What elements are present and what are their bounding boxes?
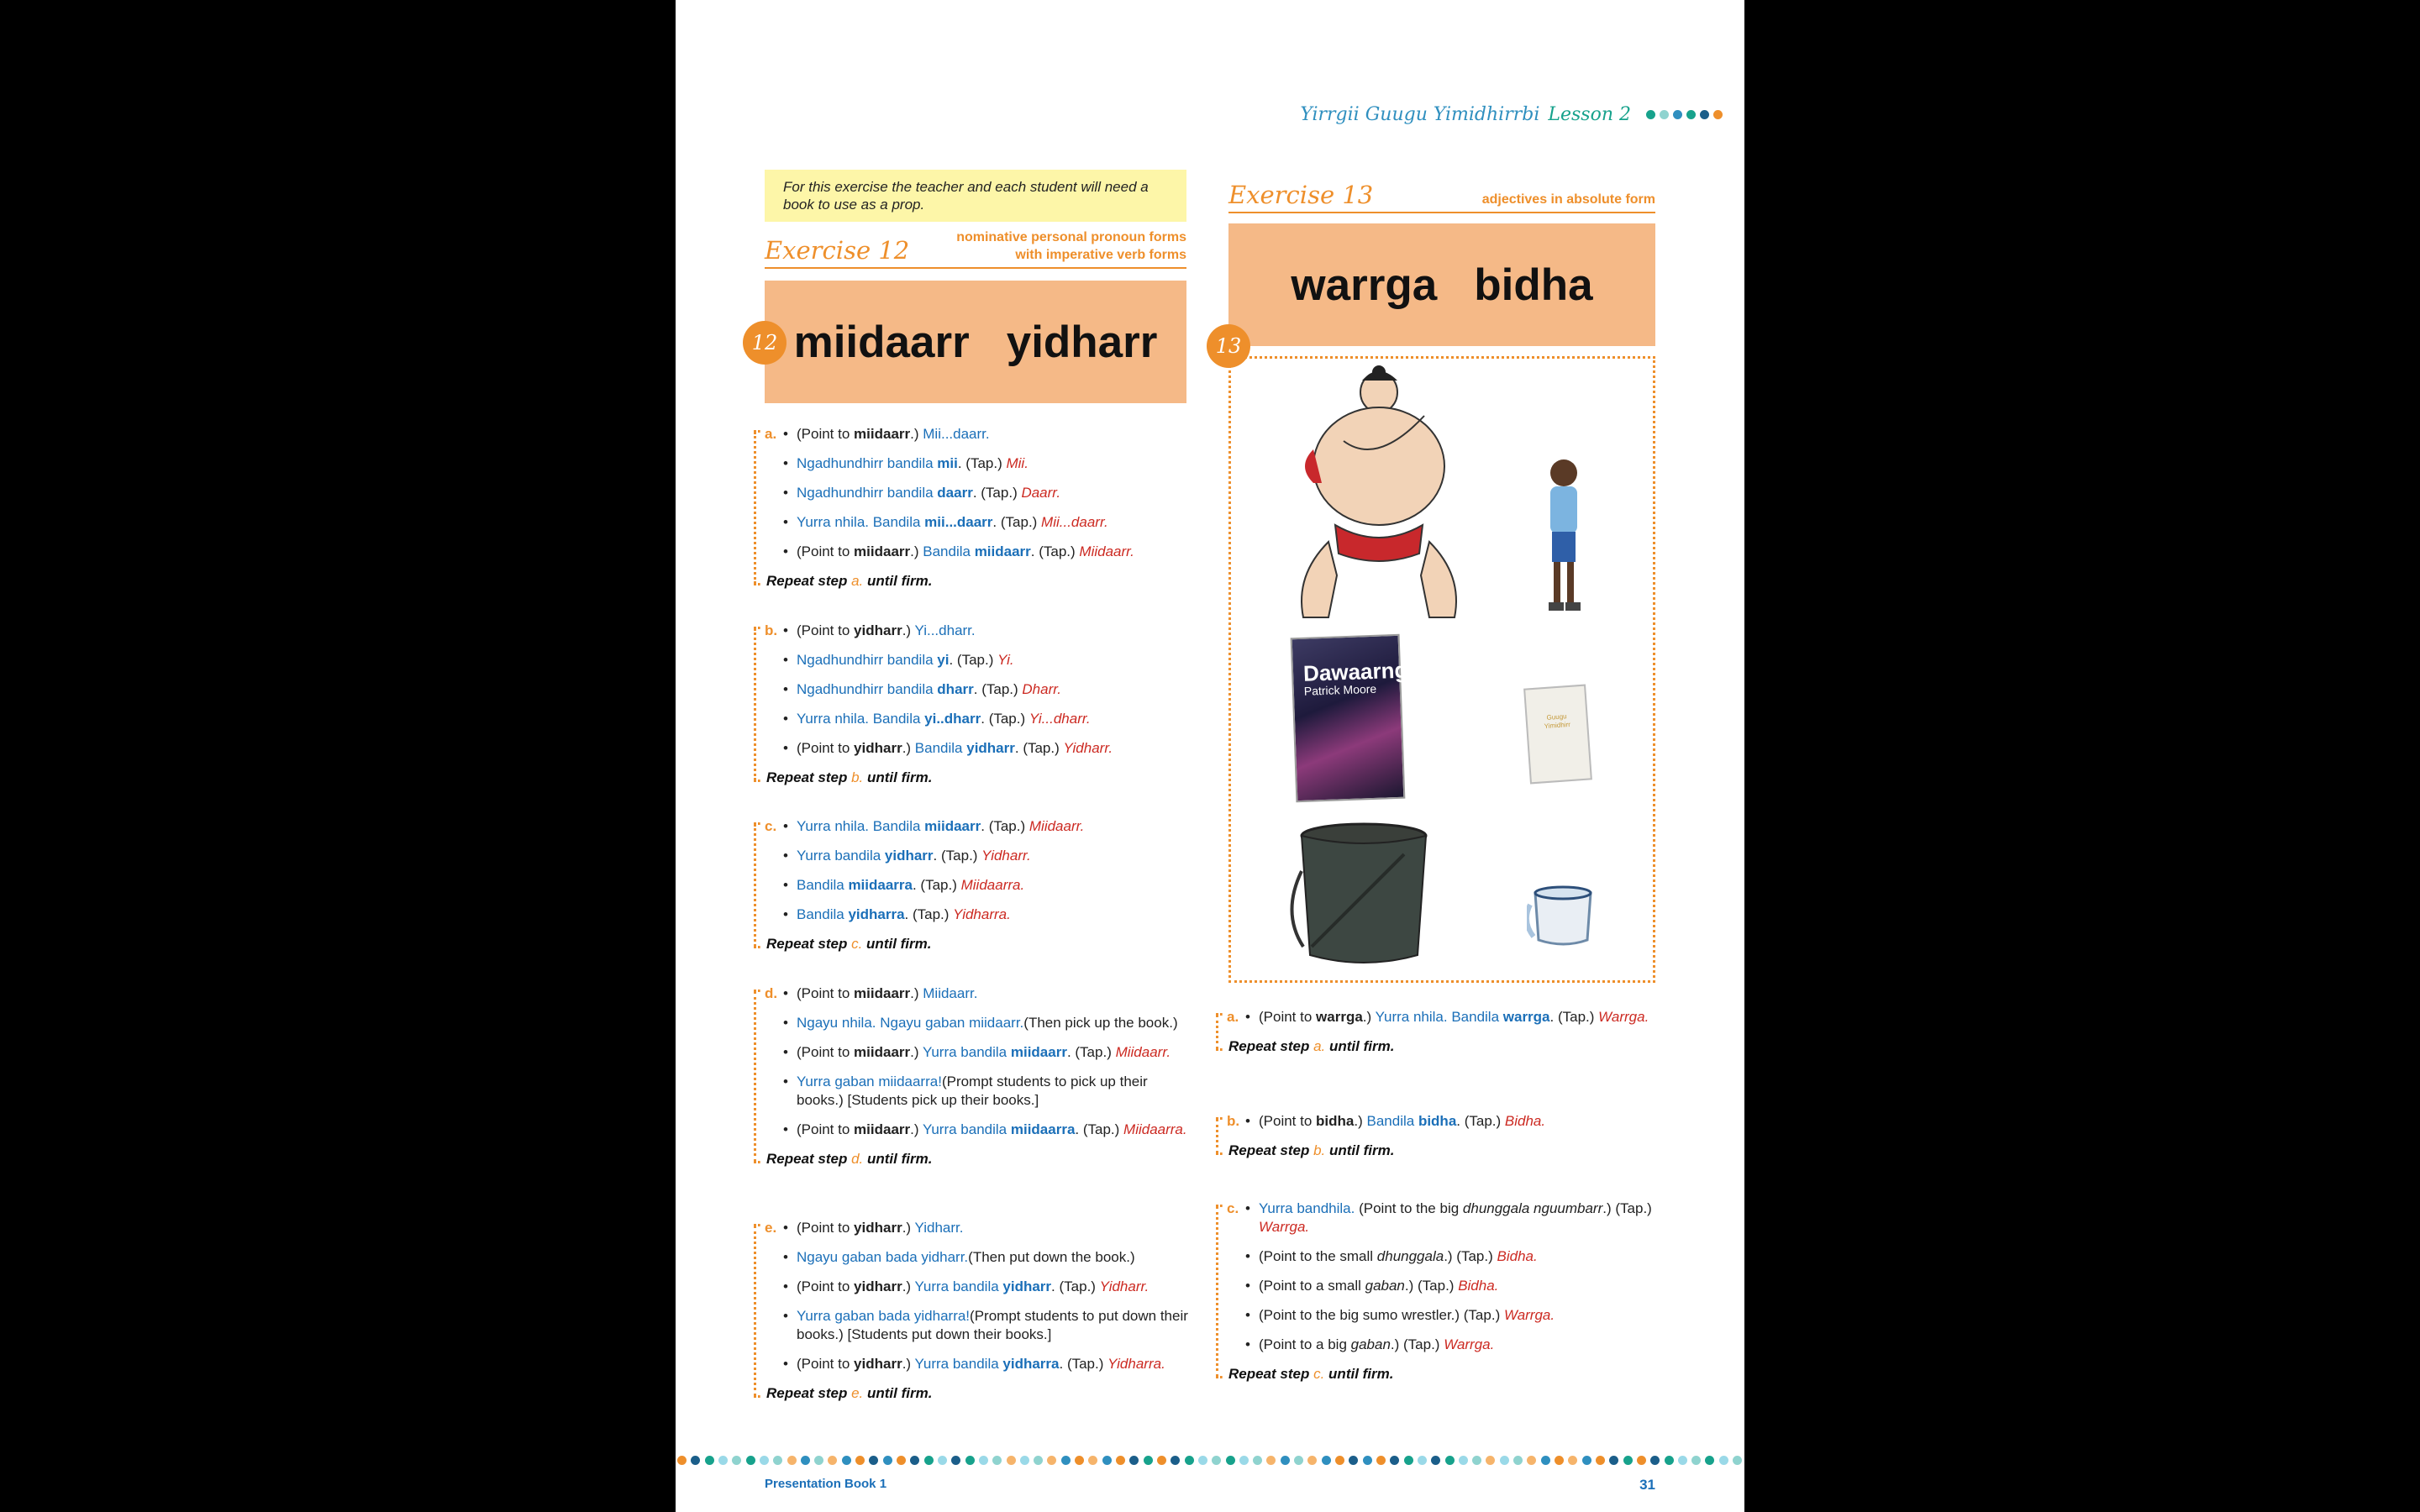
step-item xyxy=(765,1355,1190,1373)
step-text: Yurra bandila xyxy=(922,1044,1011,1060)
page-number: 31 xyxy=(1639,1477,1655,1493)
step-text: . (Tap.) xyxy=(1059,1356,1108,1372)
step-text: Miidaarr. xyxy=(1115,1044,1171,1060)
step-item xyxy=(765,876,1190,895)
step-text: dhunggala xyxy=(1376,1248,1444,1264)
step-text: (Prompt students to pick up their books.) [Students pick up their books.] xyxy=(797,1074,1148,1108)
repeat-text: until firm. xyxy=(1324,1366,1394,1382)
step-text: mii...daarr xyxy=(924,514,993,530)
step-bracket xyxy=(1216,1119,1218,1153)
step-text: .) xyxy=(1354,1113,1367,1129)
step-text: Ngadhundhirr bandila xyxy=(797,485,938,501)
step-text: Ngadhundhirr bandila xyxy=(797,681,938,697)
exercise-12-label: Exercise 12 xyxy=(765,236,910,265)
step-d xyxy=(765,984,1190,1168)
step-text: .) xyxy=(902,1220,915,1236)
step-text: dhunggala nguumbarr xyxy=(1462,1200,1603,1216)
repeat-text: until firm. xyxy=(863,573,933,589)
step-c xyxy=(765,817,1190,953)
step-text: yidharr xyxy=(854,1278,902,1294)
step-item xyxy=(765,1278,1190,1296)
step-text: Yurra bandila xyxy=(914,1356,1003,1372)
big-bucket-image xyxy=(1286,821,1438,970)
header-dots xyxy=(1646,110,1723,119)
step-item xyxy=(1227,1112,1655,1131)
step-bracket xyxy=(1216,1015,1218,1049)
repeat-step-line xyxy=(766,1150,1190,1168)
step-text: Mii...daarr. xyxy=(1041,514,1108,530)
exercise-13-word-1: warrga xyxy=(1291,260,1438,310)
exercise-12-word-box xyxy=(765,281,1186,403)
exercise-13-word-box xyxy=(1228,223,1655,346)
step-text: daarr xyxy=(937,485,973,501)
footer-book-title: Presentation Book 1 xyxy=(765,1477,887,1491)
step-item xyxy=(765,622,1190,640)
step-text: (Point to xyxy=(797,740,855,756)
step-item xyxy=(765,543,1190,561)
step-letter: b. xyxy=(1227,1113,1240,1129)
step-letter: a. xyxy=(765,426,777,442)
step-text: warrga xyxy=(1502,1009,1550,1025)
repeat-step-line xyxy=(766,572,1190,591)
repeat-step-line xyxy=(766,935,1190,953)
header-lesson: Lesson 2 xyxy=(1548,104,1631,125)
step-text: (Point to the small xyxy=(1259,1248,1377,1264)
step-text: bidha xyxy=(1316,1113,1355,1129)
step-text: Dharr. xyxy=(1022,681,1061,697)
step-bracket xyxy=(754,628,756,780)
step-item xyxy=(765,1219,1190,1237)
repeat-text: until firm. xyxy=(863,1385,933,1401)
repeat-text: Repeat step xyxy=(1228,1366,1314,1382)
step-text: Bandila xyxy=(797,877,849,893)
step-text: Miidaarra. xyxy=(1123,1121,1187,1137)
step-text: Yurra nhila. Bandila xyxy=(797,711,925,727)
step-item xyxy=(765,454,1190,473)
repeat-letter: b. xyxy=(1313,1142,1326,1158)
step-letter: a. xyxy=(1227,1009,1239,1025)
boy-image xyxy=(1534,454,1592,622)
exercise-12-badge: 12 xyxy=(743,321,786,365)
step-text: miidaarr xyxy=(924,818,981,834)
step-text: Yi...dharr. xyxy=(914,622,976,638)
step-text: miidaarr xyxy=(854,1044,911,1060)
step-text: Ngadhundhirr bandila xyxy=(797,455,938,471)
step-text: Warrga. xyxy=(1503,1307,1555,1323)
step-letter: d. xyxy=(765,985,778,1001)
repeat-text: Repeat step xyxy=(766,936,852,952)
step-text: miidaarra xyxy=(1010,1121,1076,1137)
repeat-text: Repeat step xyxy=(766,1151,852,1167)
step-text: (Point to xyxy=(797,426,855,442)
small-book-text: Guugu Yimidhirr xyxy=(1544,712,1571,731)
repeat-text: Repeat step xyxy=(1228,1038,1314,1054)
step-text: Yidharr. xyxy=(1099,1278,1150,1294)
repeat-text: until firm. xyxy=(862,936,932,952)
step-item xyxy=(765,739,1190,758)
step-item xyxy=(1227,1306,1655,1325)
step-text: Yidharra. xyxy=(1107,1356,1165,1372)
step-text: yidharr xyxy=(854,1220,902,1236)
step-text: yidharra xyxy=(1002,1356,1060,1372)
step-text: gaban xyxy=(1365,1278,1405,1294)
step-text: miidaarr xyxy=(974,543,1031,559)
step-item xyxy=(765,1248,1190,1267)
step-text: Yurra nhila. Bandila xyxy=(1375,1009,1503,1025)
exercise-13-subtitle: adjectives in absolute form xyxy=(1481,192,1655,207)
step-text: .) xyxy=(910,985,923,1001)
step-text: (Point to xyxy=(797,1356,855,1372)
step-text: (Point to the big sumo wrestler.) (Tap.) xyxy=(1259,1307,1504,1323)
repeat-step-line xyxy=(1228,1037,1655,1056)
repeat-step-line xyxy=(766,1384,1190,1403)
step-text: Yurra bandila xyxy=(797,848,885,864)
repeat-text: Repeat step xyxy=(766,769,852,785)
step-text: .) xyxy=(910,543,923,559)
step-text: . (Tap.) xyxy=(1030,543,1080,559)
step-text: Bandila xyxy=(923,543,975,559)
step-a xyxy=(1227,1008,1655,1056)
step-text: yidharr xyxy=(854,622,902,638)
repeat-letter: d. xyxy=(851,1151,864,1167)
step-text: miidaarr xyxy=(1010,1044,1067,1060)
step-text: . (Tap.) xyxy=(949,652,998,668)
step-text: .) xyxy=(1362,1009,1376,1025)
big-book-author: Patrick Moore xyxy=(1303,681,1377,698)
sumo-wrestler-image xyxy=(1285,365,1470,627)
repeat-text: until firm. xyxy=(863,1151,933,1167)
step-text: yidharr xyxy=(854,740,902,756)
step-text: (Point to the big xyxy=(1355,1200,1463,1216)
step-text: (Point to a small xyxy=(1259,1278,1365,1294)
step-text: Yidharr. xyxy=(914,1220,964,1236)
step-text: miidaarr xyxy=(854,426,911,442)
step-text: . (Tap.) xyxy=(981,711,1029,727)
step-text: yi xyxy=(937,652,950,668)
step-text: Bandila xyxy=(1366,1113,1418,1129)
repeat-letter: c. xyxy=(1313,1366,1325,1382)
step-text: Yi. xyxy=(997,652,1014,668)
step-text: (Point to xyxy=(797,543,855,559)
step-text: . (Tap.) xyxy=(1075,1121,1124,1137)
step-text: (Prompt students to put down their books.) [Students put down their books.] xyxy=(797,1308,1188,1342)
step-a xyxy=(765,425,1190,591)
step-text: Bandila xyxy=(797,906,849,922)
step-item xyxy=(765,1043,1190,1062)
step-text: miidaarra xyxy=(848,877,913,893)
step-text: . (Tap.) xyxy=(1066,1044,1116,1060)
step-text: Yurra gaban miidaarra! xyxy=(797,1074,942,1089)
exercise-12-subtitle-line-2: with imperative verb forms xyxy=(1015,248,1186,262)
repeat-text: Repeat step xyxy=(766,1385,852,1401)
exercise-13-picture-panel xyxy=(1228,356,1655,983)
step-item xyxy=(1227,1008,1655,1026)
small-book-image xyxy=(1523,685,1592,785)
step-item xyxy=(765,906,1190,924)
step-bracket xyxy=(754,991,756,1162)
step-text: Daarr. xyxy=(1021,485,1061,501)
step-text: (Then pick up the book.) xyxy=(1023,1015,1178,1031)
step-e xyxy=(765,1219,1190,1403)
step-text: . (Tap.) xyxy=(1014,740,1064,756)
step-text: Yi...dharr. xyxy=(1028,711,1091,727)
step-text: (Point to xyxy=(797,1220,855,1236)
step-text: miidaarr xyxy=(854,543,911,559)
step-b xyxy=(765,622,1190,787)
step-text: gaban xyxy=(1350,1336,1391,1352)
step-text: .) xyxy=(902,1278,915,1294)
repeat-text: until firm. xyxy=(1325,1142,1395,1158)
step-item xyxy=(1227,1247,1655,1266)
step-letter: e. xyxy=(765,1220,777,1236)
step-text: Yidharra. xyxy=(953,906,1011,922)
step-text: (Point to a big xyxy=(1259,1336,1351,1352)
step-item xyxy=(765,1014,1190,1032)
exercise-12-word-1: miidaarr xyxy=(793,317,970,367)
step-item xyxy=(765,513,1190,532)
step-item xyxy=(765,425,1190,444)
step-text: (Point to xyxy=(1259,1113,1317,1129)
exercise-12-heading xyxy=(765,225,1186,269)
step-text: . (Tap.) xyxy=(1549,1009,1599,1025)
step-text: Bandila xyxy=(914,740,967,756)
exercise-13-heading xyxy=(1228,173,1655,213)
step-item xyxy=(765,680,1190,699)
step-text: Miidaarr. xyxy=(1079,543,1134,559)
step-text: Ngayu nhila. Ngayu gaban miidaarr. xyxy=(797,1015,1024,1031)
step-text: bidha xyxy=(1418,1113,1457,1129)
step-text: yidharr xyxy=(884,848,934,864)
step-text: Warrga. xyxy=(1259,1219,1310,1235)
step-text: .) (Tap.) xyxy=(1404,1278,1459,1294)
step-text: Bidha. xyxy=(1504,1113,1546,1129)
step-bracket xyxy=(754,1226,756,1396)
step-item xyxy=(765,1121,1190,1139)
step-text: . (Tap.) xyxy=(957,455,1007,471)
repeat-text: until firm. xyxy=(863,769,933,785)
step-text: dharr xyxy=(937,681,974,697)
step-text: . (Tap.) xyxy=(981,818,1029,834)
step-text: . (Tap.) xyxy=(1051,1278,1100,1294)
teacher-note: For this exercise the teacher and each student will need a book to use as a prop. xyxy=(765,170,1186,222)
repeat-text: until firm. xyxy=(1325,1038,1395,1054)
step-text: miidaarr xyxy=(854,985,911,1001)
step-item xyxy=(1227,1277,1655,1295)
step-item xyxy=(765,1073,1190,1110)
exercise-13-badge: 13 xyxy=(1207,324,1250,368)
step-text: Warrga. xyxy=(1444,1336,1495,1352)
step-text: (Point to xyxy=(797,1121,855,1137)
step-text: Bidha. xyxy=(1458,1278,1499,1294)
repeat-letter: a. xyxy=(851,573,864,589)
small-mug-image xyxy=(1527,885,1599,948)
step-text: Yurra nhila. Bandila xyxy=(797,818,925,834)
big-book-title: Dawaarngay xyxy=(1302,656,1433,686)
repeat-text: Repeat step xyxy=(1228,1142,1314,1158)
step-item xyxy=(765,984,1190,1003)
step-text: Ngadhundhirr bandila xyxy=(797,652,938,668)
step-letter: b. xyxy=(765,622,778,638)
repeat-step-line xyxy=(1228,1142,1655,1160)
step-text: (Point to xyxy=(797,1044,855,1060)
step-text: .) xyxy=(910,426,923,442)
step-text: Yurra bandila xyxy=(914,1278,1003,1294)
step-letter: c. xyxy=(765,818,777,834)
exercise-12-word-2: yidharr xyxy=(1006,317,1158,367)
step-text: Warrga. xyxy=(1598,1009,1649,1025)
step-item xyxy=(765,710,1190,728)
lesson-page xyxy=(676,0,1744,1512)
step-item xyxy=(1227,1200,1655,1236)
step-c xyxy=(1227,1200,1655,1383)
step-text: . (Tap.) xyxy=(973,681,1023,697)
repeat-letter: e. xyxy=(851,1385,864,1401)
step-text: (Point to xyxy=(797,1278,855,1294)
step-text: .) (Tap.) xyxy=(1390,1336,1444,1352)
step-text: Yurra gaban bada yidharra! xyxy=(797,1308,971,1324)
step-text: Mii. xyxy=(1006,455,1028,471)
step-item xyxy=(1227,1336,1655,1354)
step-letter: c. xyxy=(1227,1200,1239,1216)
step-text: yidharr xyxy=(854,1356,902,1372)
step-text: . (Tap.) xyxy=(912,877,961,893)
step-text: Miidaarra. xyxy=(960,877,1025,893)
step-bracket xyxy=(754,824,756,947)
step-b xyxy=(1227,1112,1655,1160)
step-text: .) xyxy=(910,1044,923,1060)
step-text: . (Tap.) xyxy=(1456,1113,1505,1129)
repeat-letter: c. xyxy=(851,936,863,952)
step-item xyxy=(765,651,1190,669)
step-text: Yidharr. xyxy=(981,848,1031,864)
step-item xyxy=(765,817,1190,836)
footer-dots xyxy=(676,1456,1744,1467)
step-text: . (Tap.) xyxy=(933,848,982,864)
step-text: mii xyxy=(937,455,958,471)
step-text: . (Tap.) xyxy=(972,485,1022,501)
step-text: (Then put down the book.) xyxy=(968,1249,1135,1265)
step-item xyxy=(765,484,1190,502)
running-header xyxy=(1300,104,1723,125)
step-text: Miidaarr. xyxy=(1028,818,1085,834)
step-text: Yurra nhila. Bandila xyxy=(797,514,925,530)
step-text: yi..dharr xyxy=(924,711,981,727)
step-text: (Point to xyxy=(797,985,855,1001)
step-text: Yidharr. xyxy=(1063,740,1113,756)
step-text: Miidaarr. xyxy=(923,985,978,1001)
step-text: .) (Tap.) xyxy=(1602,1200,1652,1216)
step-bracket xyxy=(1216,1206,1218,1377)
step-text: . (Tap.) xyxy=(992,514,1042,530)
step-text: Ngayu gaban bada yidharr. xyxy=(797,1249,969,1265)
step-text: (Point to xyxy=(797,622,855,638)
step-text: Yurra bandhila. xyxy=(1259,1200,1355,1216)
step-text: Yurra bandila xyxy=(922,1121,1011,1137)
step-text: (Point to xyxy=(1259,1009,1317,1025)
step-text: Mii...daarr. xyxy=(923,426,990,442)
step-text: .) xyxy=(902,1356,915,1372)
exercise-12-subtitle xyxy=(956,228,1186,264)
step-text: .) (Tap.) xyxy=(1444,1248,1497,1264)
step-text: .) xyxy=(910,1121,923,1137)
step-text: . (Tap.) xyxy=(904,906,954,922)
repeat-text: Repeat step xyxy=(766,573,852,589)
step-text: Bidha. xyxy=(1497,1248,1538,1264)
step-item xyxy=(765,847,1190,865)
step-text: warrga xyxy=(1316,1009,1363,1025)
exercise-13-word-2: bidha xyxy=(1474,260,1593,310)
step-text: miidaarr xyxy=(854,1121,911,1137)
step-bracket xyxy=(754,432,756,584)
repeat-letter: b. xyxy=(851,769,864,785)
step-text: yidharr xyxy=(1002,1278,1052,1294)
exercise-12-subtitle-line-1: nominative personal pronoun forms xyxy=(956,230,1186,244)
exercise-13-label: Exercise 13 xyxy=(1228,181,1374,209)
repeat-step-line xyxy=(766,769,1190,787)
step-text: .) xyxy=(902,622,915,638)
step-text: yidharra xyxy=(848,906,905,922)
step-text: yidharr xyxy=(966,740,1015,756)
big-book-image xyxy=(1291,634,1433,802)
repeat-letter: a. xyxy=(1313,1038,1326,1054)
repeat-step-line xyxy=(1228,1365,1655,1383)
step-item xyxy=(765,1307,1190,1344)
header-language: Yirrgii Guugu Yimidhirrbi xyxy=(1300,104,1540,125)
step-text: .) xyxy=(902,740,915,756)
